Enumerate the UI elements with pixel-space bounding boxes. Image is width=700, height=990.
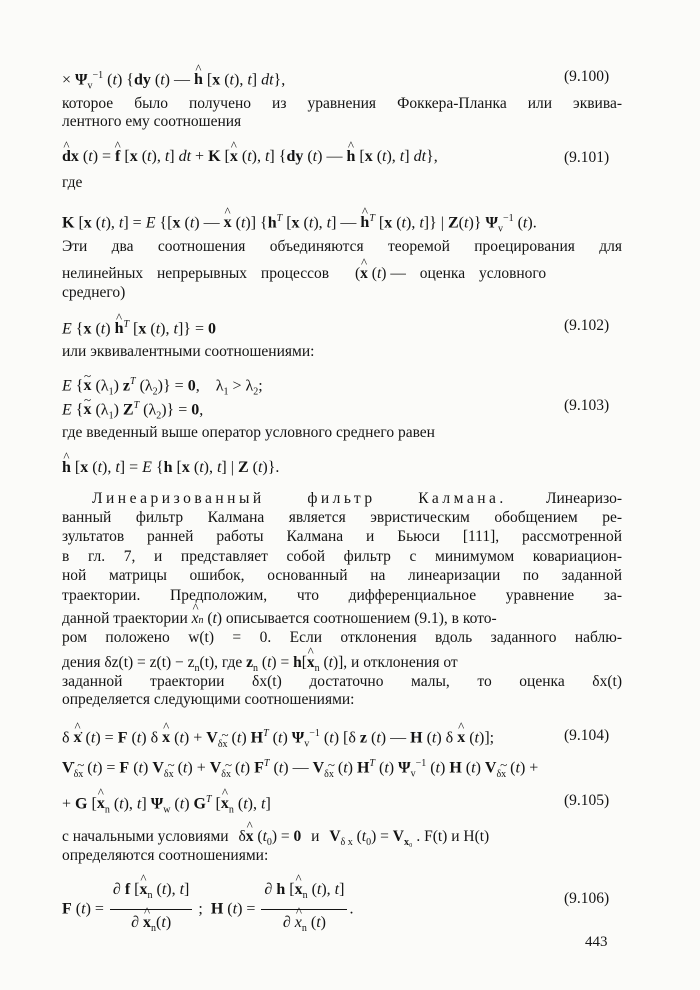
text-line: заданной траектории δx(t) достаточно малы, то оценка δx(t) bbox=[62, 673, 622, 690]
text-line: лентного ему соотношения bbox=[62, 113, 242, 130]
text-line: данной траектории ^ xn (t) описывается соотношением (9.1), в кото- bbox=[62, 609, 622, 631]
equation-9-104: δ ^ ẋ (t) = F (t) δ ^ x $(t) + V_{\delta\sim x}$ (t) $H^T$ (t) $\Psi_v^{-1}$ (t) [δ z (t) — H (t) δ ^ x (t)]; bbox=[62, 724, 494, 755]
eq-number: (9.104) bbox=[564, 727, 610, 744]
equation-9-106: F (t) = $\frac{\partial f [\^{} x_n (t), t]}{\partial \^{} x_n(t)}$ ; H (t) = $\frac{\partial h [\^{} x_n (t), t]}{\partial \^{} x_n (t)}$ . bbox=[62, 878, 353, 941]
text-fragment: описывается соотношением (9.1), в кото- bbox=[225, 610, 497, 627]
text-fragment: данной траектории bbox=[62, 610, 188, 627]
text-line: ром положено w(t) = 0. Если отклонения вдоль заданного наблю- bbox=[62, 629, 622, 646]
text-line: которое было получено из уравнения Фоккера-Планка или эквива- bbox=[62, 95, 622, 112]
paragraph-heading-line bbox=[92, 489, 622, 509]
text-line: где введенный выше оператор условного среднего равен bbox=[62, 424, 435, 441]
eq-number: (9.101) bbox=[564, 149, 610, 166]
text-line: ной матрицы ошибок, основанный на линеаризации по заданной bbox=[62, 567, 622, 584]
equation-continuation: × $\Psi_v^{-1}$ (t) {dy (t) — ^ h [x (t), t] dt}, bbox=[62, 66, 285, 97]
eq-number: (9.106) bbox=[564, 890, 610, 907]
text-line: или эквивалентными соотношениями: bbox=[62, 343, 315, 360]
equation-9-105a: $V_{\delta\sim x}$ (t) = F (t) $V_{\delta\sim x}$ $(t) + V_{\delta\sim x}$ (t) $F^T$ (t) — $V_{\delta\sim x}$ (t) $H^T$ (t) $\Psi_v^{-1}$ (t) H (t) $V_{\delta\sim x}$ (t) + bbox=[62, 754, 538, 785]
text-fragment: дения δz(t) = z(t) − z bbox=[62, 654, 195, 671]
eq-number: (9.100) bbox=[564, 68, 610, 85]
text-line: в гл. 7, и представляет собой фильтр с минимумом ковариацион- bbox=[62, 548, 622, 565]
text-line: траектории. Предположим, что дифференциальное уравнение за- bbox=[62, 587, 622, 604]
text-fragment: и bbox=[311, 828, 320, 845]
text-line: с начальными условиями δ^ x $(t_0) = 0$ и $V_{\delta x}$ $(t_0) = V_{x_0}$ . F(t) и H(t) bbox=[62, 827, 622, 853]
text-line: ванный фильтр Калмана является эвристическим обобщением ре- bbox=[62, 509, 622, 526]
text-line: Эти два соотношения объединяются теоремой проецирования для bbox=[62, 238, 622, 255]
equation-9-102: E {x (t) ^ $h^T$ [x (t), t]} = 0 bbox=[62, 315, 216, 339]
equation-9-101: ^ dx (t) = ^ f [x (t), t] dt + K [^ x (t), t] {dy (t) — ^ h [x (t), t] dt}, bbox=[62, 147, 438, 167]
text-fragment: Линеаризо- bbox=[545, 490, 623, 507]
equation-9-103a: E {~ x $(\lambda_1)$ $z^T$ $(\lambda_2)\} = 0$, $\lambda_1 > \lambda_2$; bbox=[62, 372, 263, 403]
eq-number: (9.105) bbox=[564, 792, 610, 809]
text-fragment: нелинейных непрерывных процессов bbox=[62, 265, 330, 282]
equation-gain: K [x (t), t] = E {[x (t) — ^ x (t)] {$h^T$ [x (t), t] — ^ $h^T$ [x (t), t]} | Z(t)} $\Psi_v^{-1}$ (t). bbox=[62, 209, 537, 240]
text-line: где bbox=[62, 174, 83, 191]
text-fragment: — оценка условного bbox=[390, 265, 547, 282]
text-line: среднего) bbox=[62, 284, 126, 301]
equation-conditional-mean: ^ h [x (t), t] = E {h [x (t), t] | Z (t)}. bbox=[62, 458, 279, 478]
section-heading: Линеаризованный фильтр Калмана. bbox=[92, 490, 507, 507]
equation-9-105b: + G [^ $x_n$ (t), t] $\Psi_w$ (t) $G^T$ [^ $x_n$ (t), t] bbox=[62, 790, 271, 821]
equation-9-103b: E {~ x $(\lambda_1)$ $Z^T$ $(\lambda_2)\} = 0$, bbox=[62, 396, 203, 427]
text-fragment: , и отклонения от bbox=[343, 654, 458, 671]
text-line: нелинейных непрерывных процессов (^ x (t) — оценка условного bbox=[62, 264, 622, 284]
text-fragment: . F(t) и H(t) bbox=[416, 828, 490, 845]
eq-number: (9.102) bbox=[564, 317, 610, 334]
text-line: зультатов ранней работы Калмана и Бьюси [111], рассмотренной bbox=[62, 528, 622, 545]
text-line: определяются соотношениями: bbox=[62, 847, 269, 864]
text-fragment: с начальными условиями bbox=[62, 828, 229, 845]
text-fragment: (t), где bbox=[199, 654, 243, 671]
text-line: дения $\delta z(t) = z(t) - z_n(t)$, где $z_n$ (t) = h[^ $x_n$ (t)], и отклонения от bbox=[62, 653, 622, 679]
eq-number: (9.103) bbox=[564, 397, 610, 414]
page-number: 443 bbox=[585, 934, 608, 950]
text-line: определяется следующими соотношениями: bbox=[62, 691, 355, 708]
